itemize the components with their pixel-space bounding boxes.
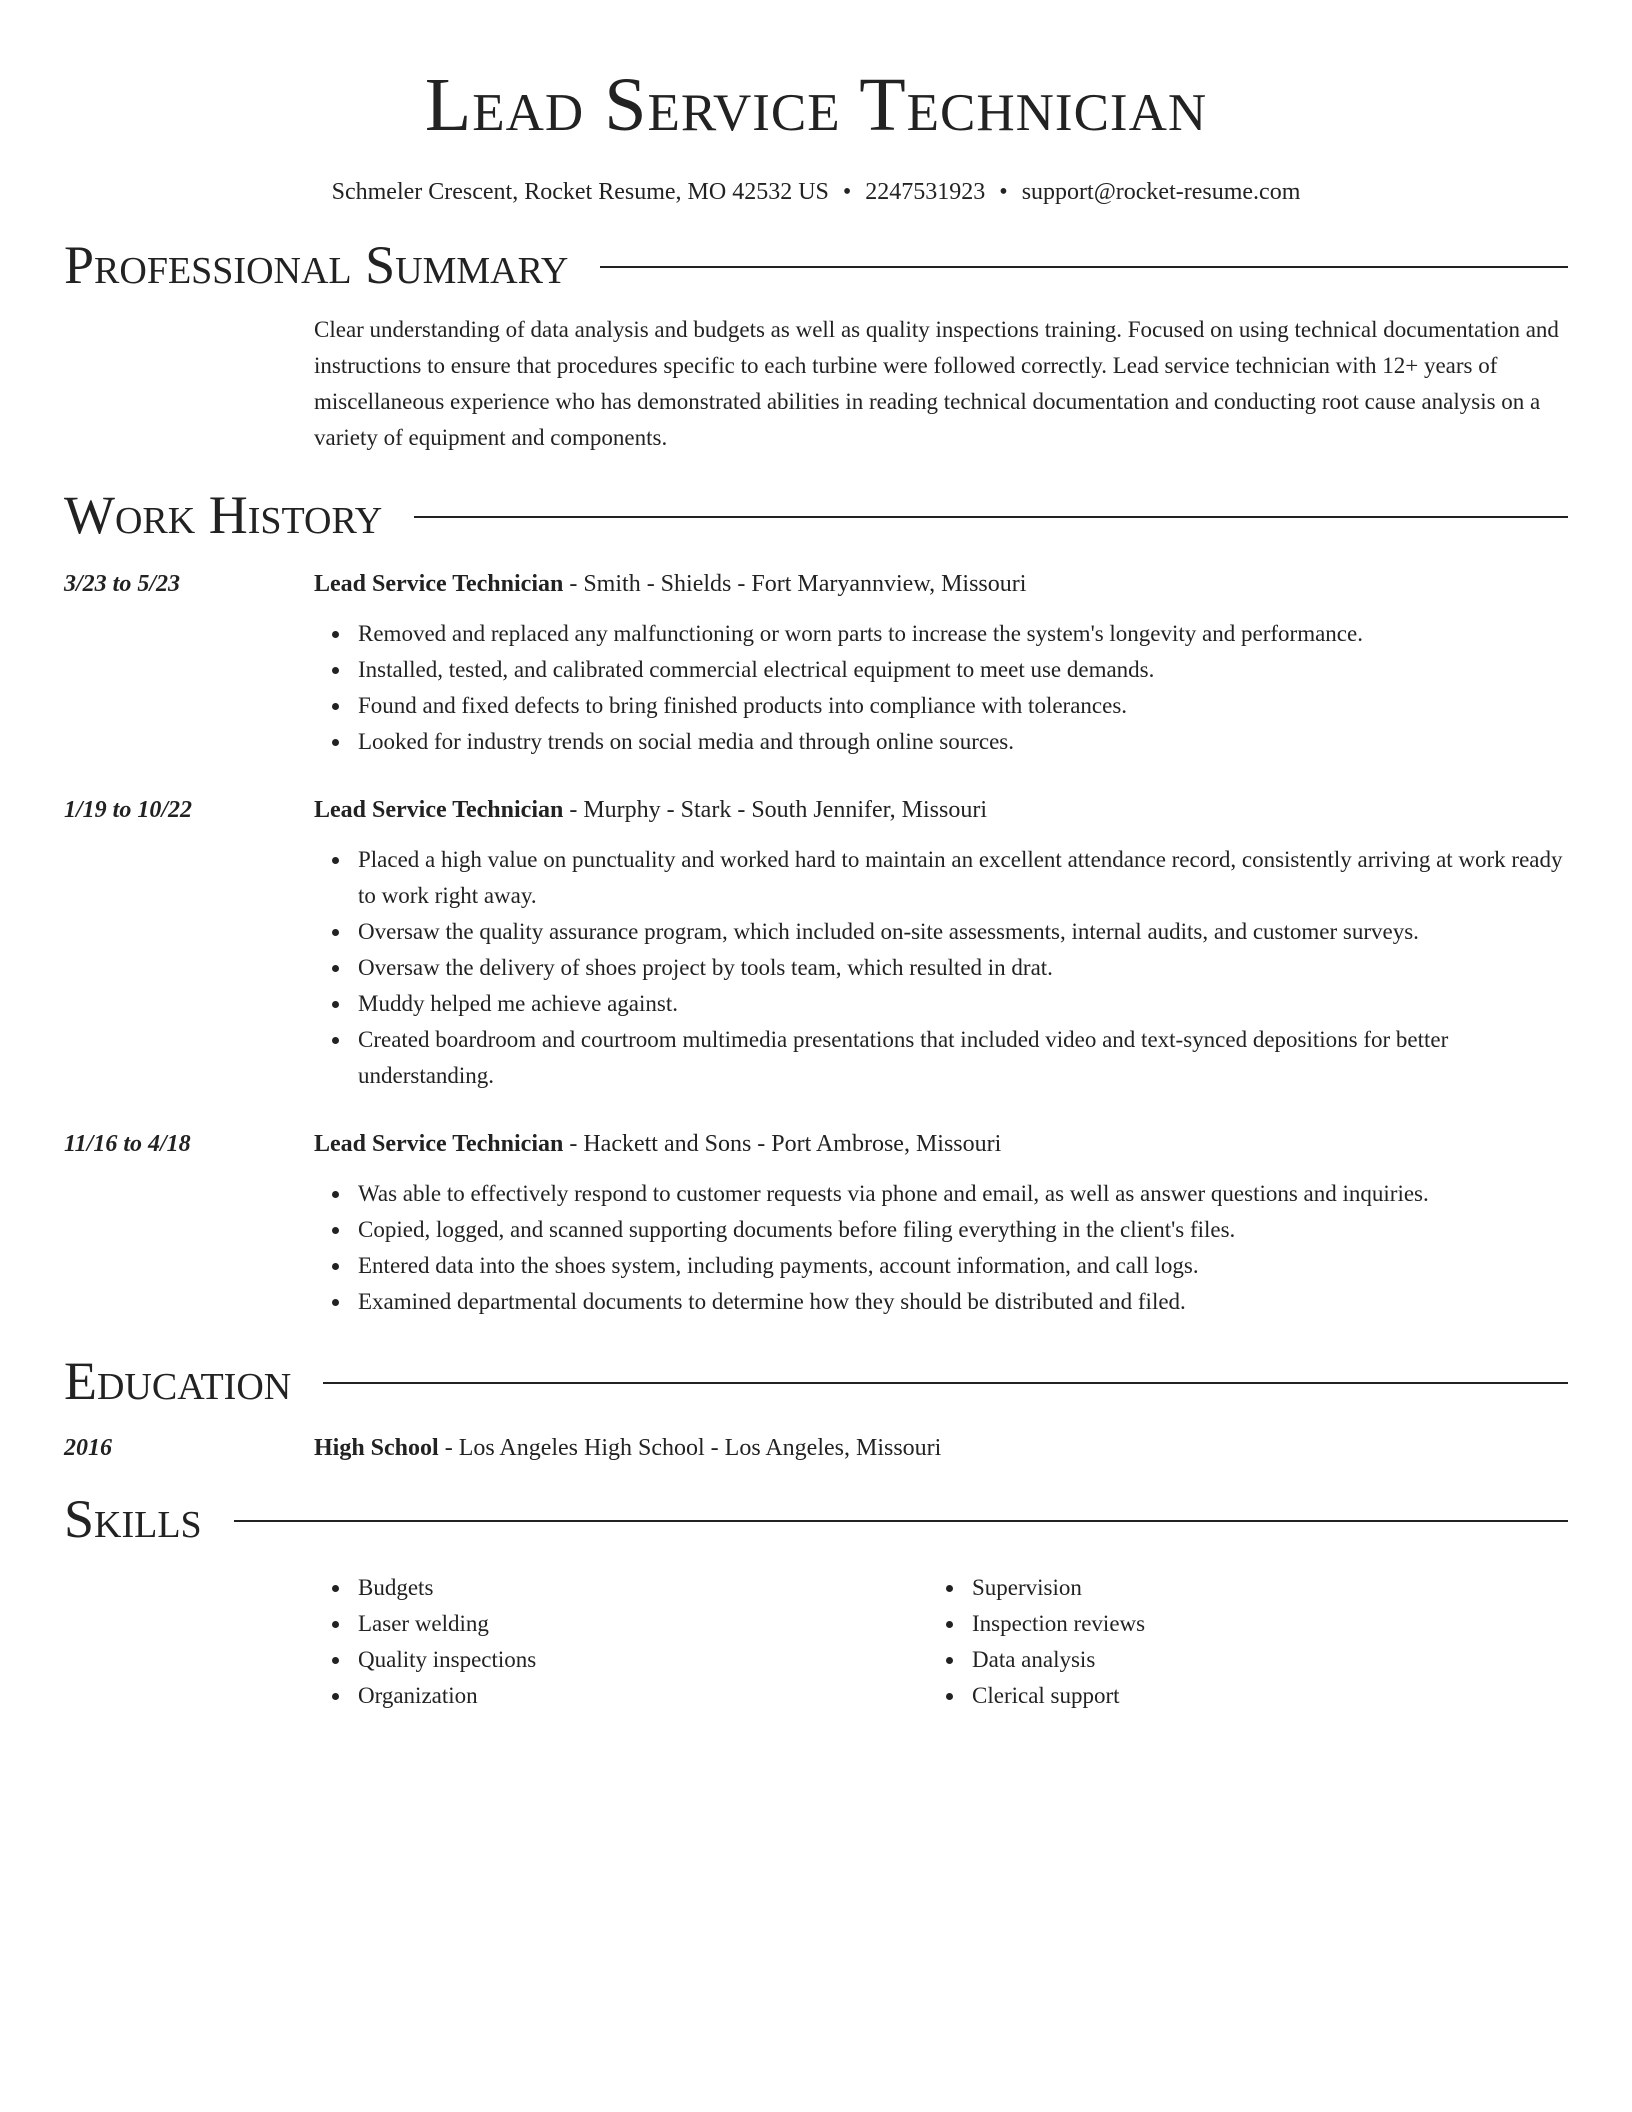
skills-list bbox=[314, 1570, 928, 1714]
skills-list bbox=[928, 1570, 1542, 1714]
contact-line bbox=[64, 174, 1568, 210]
job-bullet: Oversaw the quality assurance program, which included on-site assessments, internal audits, and customer surveys. bbox=[358, 914, 1568, 950]
job-bullet: Muddy helped me achieve against. bbox=[358, 986, 1568, 1022]
summary-text: Clear understanding of data analysis and budgets as well as quality inspections training. Focused on using technical documentation and instructions to ensure that procedures specific to each turbine were followed correctly. Lead service technician with 12+ years of miscellaneous experience who has demonstrated abilities in reading technical documentation and conducting root cause analysis on a variety of equipment and components. bbox=[314, 317, 1559, 450]
job-entry bbox=[64, 792, 1568, 1094]
section-divider bbox=[323, 1382, 1568, 1384]
job-bullet: Examined departmental documents to determine how they should be distributed and filed. bbox=[358, 1284, 1568, 1320]
job-details: - Hackett and Sons - Port Ambrose, Missouri bbox=[563, 1131, 1002, 1157]
skills-section-header bbox=[64, 1486, 1568, 1552]
skills-column-left bbox=[314, 1570, 928, 1714]
education-section-title: Education bbox=[64, 1351, 292, 1411]
skills-column-right bbox=[928, 1570, 1542, 1714]
contact-separator: • bbox=[842, 179, 852, 205]
education-entry bbox=[64, 1430, 1568, 1466]
job-entry bbox=[64, 566, 1568, 760]
skill-item: Budgets bbox=[358, 1570, 928, 1606]
job-bullet: Installed, tested, and calibrated commercial electrical equipment to meet use demands. bbox=[358, 652, 1568, 688]
job-bullet-list bbox=[314, 1176, 1568, 1320]
job-dates: 1/19 to 10/22 bbox=[64, 797, 193, 823]
job-bullet: Created boardroom and courtroom multimedia presentations that included video and text-synced depositions for better understanding. bbox=[358, 1022, 1568, 1094]
job-dates: 11/16 to 4/18 bbox=[64, 1131, 191, 1157]
resume-page bbox=[64, 0, 1568, 1714]
job-bullet-list bbox=[314, 616, 1568, 760]
work-section-title: Work History bbox=[64, 485, 383, 545]
job-role: Lead Service Technician bbox=[314, 571, 564, 597]
contact-phone: 2247531923 bbox=[865, 179, 986, 205]
job-heading bbox=[314, 1126, 1568, 1162]
skill-item: Laser welding bbox=[358, 1606, 928, 1642]
skill-item: Organization bbox=[358, 1678, 928, 1714]
job-bullet: Copied, logged, and scanned supporting documents before filing everything in the client's files. bbox=[358, 1212, 1568, 1248]
work-section-header bbox=[64, 482, 1568, 548]
job-bullet: Placed a high value on punctuality and worked hard to maintain an excellent attendance record, consistently arriving at work ready to work right away. bbox=[358, 842, 1568, 914]
job-dates: 3/23 to 5/23 bbox=[64, 571, 181, 597]
job-heading bbox=[314, 792, 1568, 828]
skills-section-title: Skills bbox=[64, 1489, 202, 1549]
skills-row bbox=[64, 1570, 1568, 1714]
contact-email: support@rocket-resume.com bbox=[1021, 179, 1301, 205]
section-divider bbox=[414, 516, 1568, 518]
job-bullet: Removed and replaced any malfunctioning or worn parts to increase the system's longevity and performance. bbox=[358, 616, 1568, 652]
job-heading bbox=[314, 566, 1568, 602]
job-bullet-list bbox=[314, 842, 1568, 1094]
education-heading bbox=[314, 1430, 1568, 1466]
education-section-header bbox=[64, 1348, 1568, 1414]
skill-item: Data analysis bbox=[972, 1642, 1542, 1678]
skill-item: Supervision bbox=[972, 1570, 1542, 1606]
skill-item: Quality inspections bbox=[358, 1642, 928, 1678]
job-bullet: Entered data into the shoes system, including payments, account information, and call logs. bbox=[358, 1248, 1568, 1284]
resume-name: Lead Service Technician bbox=[424, 63, 1208, 147]
skill-item: Inspection reviews bbox=[972, 1606, 1542, 1642]
section-divider bbox=[600, 266, 1568, 268]
contact-address: Schmeler Crescent, Rocket Resume, MO 42532 US bbox=[331, 179, 829, 205]
job-bullet: Looked for industry trends on social media and through online sources. bbox=[358, 724, 1568, 760]
summary-spacer bbox=[64, 312, 314, 456]
job-role: Lead Service Technician bbox=[314, 1131, 564, 1157]
job-bullet: Oversaw the delivery of shoes project by tools team, which resulted in drat. bbox=[358, 950, 1568, 986]
education-degree: High School bbox=[314, 1435, 439, 1461]
section-divider bbox=[234, 1520, 1568, 1522]
summary-section-header bbox=[64, 232, 1568, 298]
education-details: - Los Angeles High School - Los Angeles, Missouri bbox=[438, 1435, 942, 1461]
job-bullet: Was able to effectively respond to customer requests via phone and email, as well as answer questions and inquiries. bbox=[358, 1176, 1568, 1212]
job-entry bbox=[64, 1126, 1568, 1320]
summary-section-title: Professional Summary bbox=[64, 235, 569, 295]
job-bullet: Found and fixed defects to bring finished products into compliance with tolerances. bbox=[358, 688, 1568, 724]
job-role: Lead Service Technician bbox=[314, 797, 564, 823]
skills-spacer bbox=[64, 1570, 314, 1714]
education-year: 2016 bbox=[64, 1435, 112, 1461]
contact-separator: • bbox=[999, 179, 1008, 205]
summary-row bbox=[64, 312, 1568, 456]
skill-item: Clerical support bbox=[972, 1678, 1542, 1714]
job-details: - Murphy - Stark - South Jennifer, Missouri bbox=[563, 797, 988, 823]
job-details: - Smith - Shields - Fort Maryannview, Missouri bbox=[563, 571, 1027, 597]
